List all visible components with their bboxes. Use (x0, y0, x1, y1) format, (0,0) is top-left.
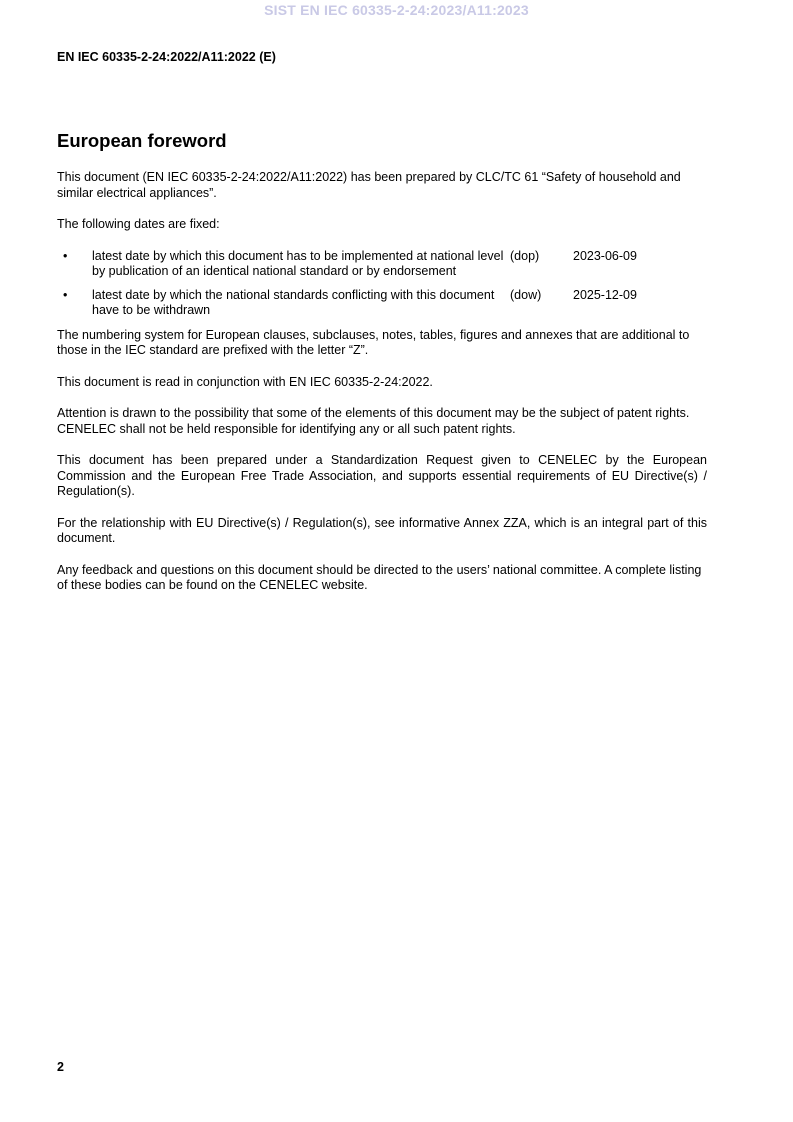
date-value: 2023-06-09 (573, 248, 637, 263)
foreword-section (57, 130, 707, 610)
patent-paragraph: Attention is drawn to the possibility that some of the elements of this document may be the subject of patent rights. CENELEC shall not be held responsible for identifying any or all such patent rights. (57, 406, 690, 436)
watermark: SIST EN IEC 60335-2-24:2023/A11:2023 (264, 2, 529, 18)
numbering-paragraph: The numbering system for European clauses, subclauses, notes, tables, figures and annexes that are additional to those in the IEC standard are prefixed with the letter “Z”. (57, 327, 690, 357)
dates-list (57, 249, 707, 319)
page-number: 2 (57, 1060, 64, 1074)
standardization-paragraph: This document has been prepared under a Standardization Request given to CENELEC by the European Commission and the European Free Trade Association, and supports essential requirements of EU Directive(s) / Regulation(s). (57, 453, 707, 498)
relationship-paragraph: For the relationship with EU Directive(s) / Regulation(s), see informative Annex ZZA, which is an integral part of this document. (57, 515, 707, 545)
date-row-dow (57, 288, 707, 319)
date-description: latest date by which this document has to be implemented at national level by publication of an identical national standard or by endorsement (92, 248, 504, 278)
bullet-icon: • (63, 248, 68, 263)
date-description: latest date by which the national standards conflicting with this document have to be withdrawn (92, 287, 495, 317)
date-abbreviation: (dop) (510, 248, 540, 263)
bullet-icon: • (63, 287, 68, 302)
date-abbreviation: (dow) (510, 287, 542, 302)
feedback-paragraph: Any feedback and questions on this document should be directed to the users’ national committee. A complete listing of these bodies can be found on the CENELEC website. (57, 562, 702, 592)
date-row-dop (57, 249, 707, 280)
date-value: 2025-12-09 (573, 287, 637, 302)
intro-paragraph: This document (EN IEC 60335-2-24:2022/A11:2022) has been prepared by CLC/TC 61 “Safety of household and similar electrical appliances”. (57, 170, 681, 200)
dates-intro-paragraph: The following dates are fixed: (57, 217, 220, 231)
document-identifier: EN IEC 60335-2-24:2022/A11:2022 (E) (57, 50, 276, 64)
conjunction-paragraph: This document is read in conjunction with EN IEC 60335-2-24:2022. (57, 374, 433, 389)
foreword-title: European foreword (57, 130, 227, 151)
